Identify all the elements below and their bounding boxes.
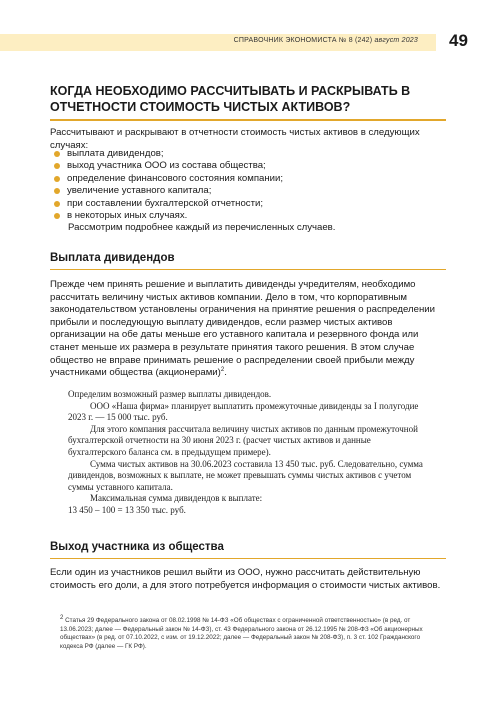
footnote-number: 2 — [60, 614, 64, 621]
issue-month: август 2023 — [374, 37, 418, 44]
list-item: выход участника ООО из состава общества; — [50, 160, 446, 172]
dividends-paragraph: Прежде чем принять решение и выплатить дивиденды учредителям, необходимо рассчитать величину чистых активов компании. Дело в том, что корпоративным законодательством установлены ограничения на принятие решения о распределении прибыли и последующую выплату дивидендов, если размер чистых активов организации на обе даты меньше его уставного капитала и резервного фонда или станет меньше их размера в результате принятия такого решения. В этом случае общество не вправе принимать решение о распределении своей прибыли между участниками общества (акционерами)$^2$. — [50, 279, 435, 379]
footnote: $^2$ Статья 29 Федерального закона от 08.02.1998 № 14-ФЗ «Об обществах с ограниченной ответственностью» (в ред. от 13.06.2023; далее — Федеральный закон № 14-ФЗ), ст. 43 Федерального закона от 26.12.1995 № 208-ФЗ «Об акционерных обществах» (в ред. от 07.10.2022, с изм. от 19.12.2022; далее — Федеральный закон № 208-ФЗ), п. 3 ст. 102 Гражданского кодекса РФ (далее — ГК РФ). — [60, 614, 423, 650]
list-item: выплата дивидендов; — [50, 148, 446, 160]
section-divider — [50, 269, 446, 270]
list-item: в некоторых иных случаях. — [50, 210, 446, 222]
example-formula: 13 450 – 100 = 13 350 тыс. руб. — [68, 504, 186, 515]
bullet-icon — [54, 188, 60, 194]
example-paragraph: Сумма чистых активов на 30.06.2023 составила 13 450 тыс. руб. Следовательно, сумма дивидендов, возможных к выплате, не может превышать суммы чистых активов с учетом суммы уставного капитала. — [68, 458, 423, 492]
title-divider — [50, 119, 446, 121]
bullet-icon — [54, 176, 60, 182]
example-paragraph: ООО «Наша фирма» планирует выплатить промежуточные дивиденды за I полугодие 2023 г. — 15 000 тыс. руб. — [68, 400, 419, 423]
page-number: 49 — [449, 31, 468, 50]
example-paragraph: Максимальная сумма дивидендов к выплате: — [90, 493, 263, 504]
running-header — [234, 37, 418, 44]
list-item: при составлении бухгалтерской отчетности; — [50, 198, 446, 210]
bullet-icon — [54, 151, 60, 157]
bullet-icon — [54, 201, 60, 207]
cases-list — [50, 148, 446, 222]
intro-paragraph: Рассчитывают и раскрывают в отчетности стоимость чистых активов в следующих случаях: — [50, 127, 420, 151]
example-heading: Определим возможный размер выплаты дивидендов. — [68, 389, 272, 399]
section-divider — [50, 558, 446, 559]
example-paragraph: Для этого компания рассчитала величину чистых активов по данным промежуточной бухгалтерской отчетности на 30 июня 2023 г. (расчет чистых активов и данные бухгалтерского баланса см. в предыдущем примере). — [68, 423, 418, 457]
list-item: определение финансового состояния компании; — [50, 173, 446, 185]
footnote-ref[interactable]: 2 — [220, 366, 225, 373]
closing-paragraph: Рассмотрим подробнее каждый из перечисленных случаев. — [68, 222, 336, 233]
journal-name: СПРАВОЧНИК ЭКОНОМИСТА № 8 (242) — [233, 37, 373, 44]
example-block — [68, 389, 428, 517]
section-title-exit: Выход участника из общества — [50, 541, 224, 553]
list-item: увеличение уставного капитала; — [50, 185, 446, 197]
exit-paragraph: Если один из участников решил выйти из ООО, нужно рассчитать действительную стоимость его доли, а для этого потребуется информация о стоимости чистых активов. — [50, 567, 441, 591]
bullet-icon — [54, 163, 60, 169]
section-title-dividends: Выплата дивидендов — [50, 252, 175, 264]
bullet-icon — [54, 213, 60, 219]
article-title: КОГДА НЕОБХОДИМО РАССЧИТЫВАТЬ И РАСКРЫВАТЬ В ОТЧЕТНОСТИ СТОИМОСТЬ ЧИСТЫХ АКТИВОВ? — [50, 84, 411, 114]
